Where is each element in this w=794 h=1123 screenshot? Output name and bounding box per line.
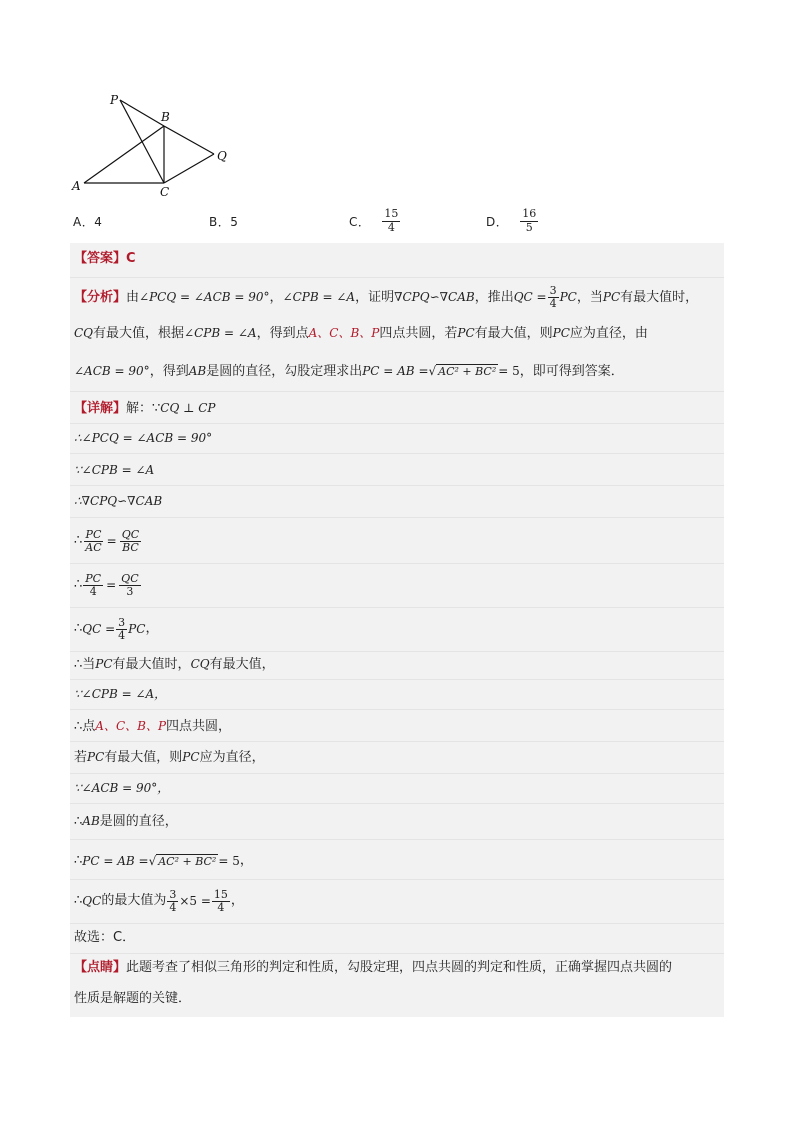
fraction-numerator: PC [85, 571, 102, 585]
divider [70, 923, 724, 924]
detail-fraction [120, 529, 141, 553]
detail-math: PC [182, 750, 200, 764]
fraction-denominator: AC [85, 540, 102, 554]
detail-math: CQ ⊥ CP [160, 401, 216, 415]
fraction-denominator: 4 [217, 900, 225, 914]
label-c: C [160, 185, 170, 199]
detail-math: QC [82, 894, 102, 908]
detail-step-8 [74, 654, 722, 675]
triangle-diagram [60, 86, 240, 206]
choice-d [486, 203, 538, 239]
analysis-math: AB [188, 364, 207, 378]
detail-math: PC [87, 750, 105, 764]
analysis-text: ， [269, 290, 283, 305]
detail-math: AB [82, 814, 100, 828]
choice-c-label: C． [349, 214, 371, 229]
fraction-denominator: 4 [549, 297, 557, 310]
choice-d-denominator: 5 [525, 220, 533, 234]
detail-text: 有最大值， [209, 657, 275, 672]
analysis-math: = 5 [498, 364, 520, 378]
fraction-numerator: 3 [118, 615, 126, 629]
analysis-math: PC [552, 326, 570, 340]
analysis-text: 有最大值，则 [474, 326, 553, 341]
detail-math: CQ [190, 657, 210, 671]
detail-text: ∴ [74, 814, 83, 829]
detail-fraction [116, 617, 127, 641]
detail-step-14 [74, 847, 722, 875]
fraction-numerator: 3 [169, 887, 177, 901]
detail-text: 是圆的直径， [99, 814, 178, 829]
analysis-text: ，证明 [355, 290, 395, 305]
analysis-math: ∠ACB = 90° [74, 364, 150, 378]
analysis-math: PC [602, 290, 621, 304]
divider [70, 453, 724, 454]
fraction-numerator: PC [85, 527, 102, 541]
detail-step-9: ∵∠CPB = ∠A， [74, 687, 167, 701]
detail-step-12: ∵∠ACB = 90°， [74, 781, 170, 795]
segment-ab [84, 126, 164, 183]
detail-step-6 [74, 567, 722, 603]
answer-choices [73, 203, 733, 239]
detail-text: ∴ [74, 533, 83, 548]
label-a: A [72, 179, 81, 193]
detail-step-15 [74, 883, 722, 919]
analysis-text: ，推出 [474, 290, 514, 305]
answer-row [74, 249, 722, 269]
choice-c [349, 203, 400, 239]
choice-a [73, 203, 114, 239]
detail-text: ∴ [74, 893, 83, 908]
divider [70, 391, 724, 392]
detail-math: = [106, 534, 117, 548]
divider [70, 563, 724, 564]
divider [70, 651, 724, 652]
comment-line-1 [74, 958, 722, 978]
divider [70, 607, 724, 608]
detail-fraction [212, 889, 230, 913]
fraction-denominator: 4 [169, 900, 177, 914]
analysis-fraction [548, 285, 559, 309]
analysis-text: ，即可得到答案． [519, 364, 624, 379]
fraction-numerator: 15 [213, 887, 228, 901]
detail-fraction [83, 573, 103, 597]
detail-text: ∴点 [74, 719, 96, 734]
analysis-text: 是圆的直径，勾股定理求出 [206, 364, 363, 379]
detail-fraction [119, 573, 140, 597]
divider [70, 839, 724, 840]
detail-text: ∴ [74, 853, 83, 868]
choice-a-label: A．4 [73, 214, 103, 229]
choice-d-fraction [520, 208, 538, 233]
detail-step-10 [74, 716, 722, 737]
detail-step-1 [74, 398, 722, 419]
choice-b [209, 203, 250, 239]
answer-tag: 【答案】 [74, 251, 127, 266]
analysis-text: ，得到点 [256, 326, 309, 341]
analysis-tag: 【分析】 [74, 290, 127, 305]
detail-text: 应为直径， [199, 750, 265, 765]
divider [70, 803, 724, 804]
detail-points: A、C、B、P [95, 719, 167, 733]
analysis-line-2 [74, 323, 722, 344]
detail-text: 有最大值时， [112, 657, 191, 672]
divider [70, 741, 724, 742]
analysis-text: 应为直径，由 [569, 326, 648, 341]
choice-d-label: D． [486, 214, 509, 229]
divider [70, 517, 724, 518]
choice-d-numerator: 16 [522, 207, 537, 221]
detail-text: 解：∵ [126, 401, 161, 416]
detail-math: PC [95, 657, 113, 671]
detail-text: ∴当 [74, 657, 96, 672]
detail-math: PC = AB = [82, 854, 149, 868]
divider [70, 709, 724, 710]
analysis-math: CQ [74, 326, 94, 340]
divider [70, 423, 724, 424]
analysis-math: ∇CPQ∽∇CAB [394, 290, 475, 304]
fraction-denominator: 4 [118, 628, 126, 642]
detail-step-2: ∴∠PCQ = ∠ACB = 90° [74, 431, 213, 445]
detail-math: = 5 [218, 854, 240, 868]
segment-cq [164, 154, 214, 183]
fraction-denominator: 4 [89, 584, 97, 598]
choice-b-label: B．5 [209, 214, 239, 229]
analysis-math: ∠PCQ = ∠ACB = 90° [139, 290, 270, 304]
detail-text: ∴ [74, 621, 83, 636]
analysis-text: 四点共圆，若 [379, 326, 458, 341]
answer-value: C [126, 251, 136, 266]
detail-math: QC = [82, 622, 116, 636]
choice-c-numerator: 15 [384, 207, 399, 221]
analysis-text: 有最大值，根据 [93, 326, 185, 341]
analysis-text: ，得到 [149, 364, 189, 379]
detail-math: PC [128, 622, 146, 636]
divider [70, 879, 724, 880]
analysis-text: 有最大值时， [620, 290, 699, 305]
analysis-line-1 [74, 284, 722, 311]
detail-fraction [167, 889, 178, 913]
detail-text: 四点共圆， [166, 719, 232, 734]
label-q: Q [217, 149, 227, 163]
fraction-denominator: BC [122, 540, 139, 554]
detail-step-11 [74, 747, 722, 768]
fraction-numerator: QC [121, 571, 139, 585]
fraction-numerator: 3 [549, 284, 557, 298]
divider [70, 485, 724, 486]
analysis-line-3 [74, 361, 722, 382]
detail-text: 有最大值，则 [104, 750, 183, 765]
sqrt-expression: √ AC² + BC² [148, 853, 217, 868]
sqrt-radicand: AC² + BC² [438, 365, 497, 378]
segment-bq [164, 126, 214, 154]
analysis-math: PC = AB = [362, 364, 429, 378]
analysis-math: QC = [513, 290, 547, 304]
label-p: P [110, 93, 119, 107]
analysis-text: 由 [126, 290, 140, 305]
detail-text: ， [230, 893, 244, 908]
detail-step-13 [74, 811, 722, 832]
detail-text: ， [239, 853, 253, 868]
fraction-denominator: 3 [126, 584, 134, 598]
comment-text: 此题考查了相似三角形的判定和性质，勾股定理，四点共圆的判定和性质，正确掌握四点共圆的 [126, 960, 673, 975]
detail-step-16: 故选：C． [74, 930, 136, 945]
divider [70, 679, 724, 680]
sqrt-radicand: AC² + BC² [158, 854, 217, 868]
detail-step-7 [74, 611, 722, 647]
fraction-numerator: QC [121, 527, 140, 541]
detail-tag: 【详解】 [74, 401, 127, 416]
detail-text: 的最大值为 [101, 893, 167, 908]
detail-math: ×5 = [179, 894, 211, 908]
detail-text: ∴ [74, 577, 83, 592]
analysis-points: A、C、B、P [308, 326, 380, 340]
divider [70, 953, 724, 954]
detail-fraction [83, 529, 103, 553]
solution-panel [70, 243, 724, 1017]
detail-step-4: ∴∇CPQ∽∇CAB [74, 494, 163, 508]
analysis-text: ，当 [576, 290, 603, 305]
analysis-math: PC [559, 290, 577, 304]
detail-step-5 [74, 523, 722, 559]
label-b: B [161, 110, 170, 124]
detail-math: = [106, 578, 117, 592]
comment-line-2: 性质是解题的关键． [74, 991, 192, 1006]
geometry-figure [60, 86, 240, 206]
detail-text: ， [145, 621, 159, 636]
detail-step-3: ∵∠CPB = ∠A [74, 463, 155, 477]
divider [70, 773, 724, 774]
analysis-math: PC [457, 326, 475, 340]
detail-text: 若 [74, 750, 88, 765]
sqrt-expression: √ AC² + BC² [428, 364, 497, 378]
divider [70, 277, 724, 278]
analysis-math: ∠CPB = ∠A [282, 290, 356, 304]
analysis-math: ∠CPB = ∠A [184, 326, 257, 340]
choice-c-denominator: 4 [387, 220, 395, 234]
choice-c-fraction [382, 208, 400, 233]
comment-tag: 【点睛】 [74, 960, 127, 975]
